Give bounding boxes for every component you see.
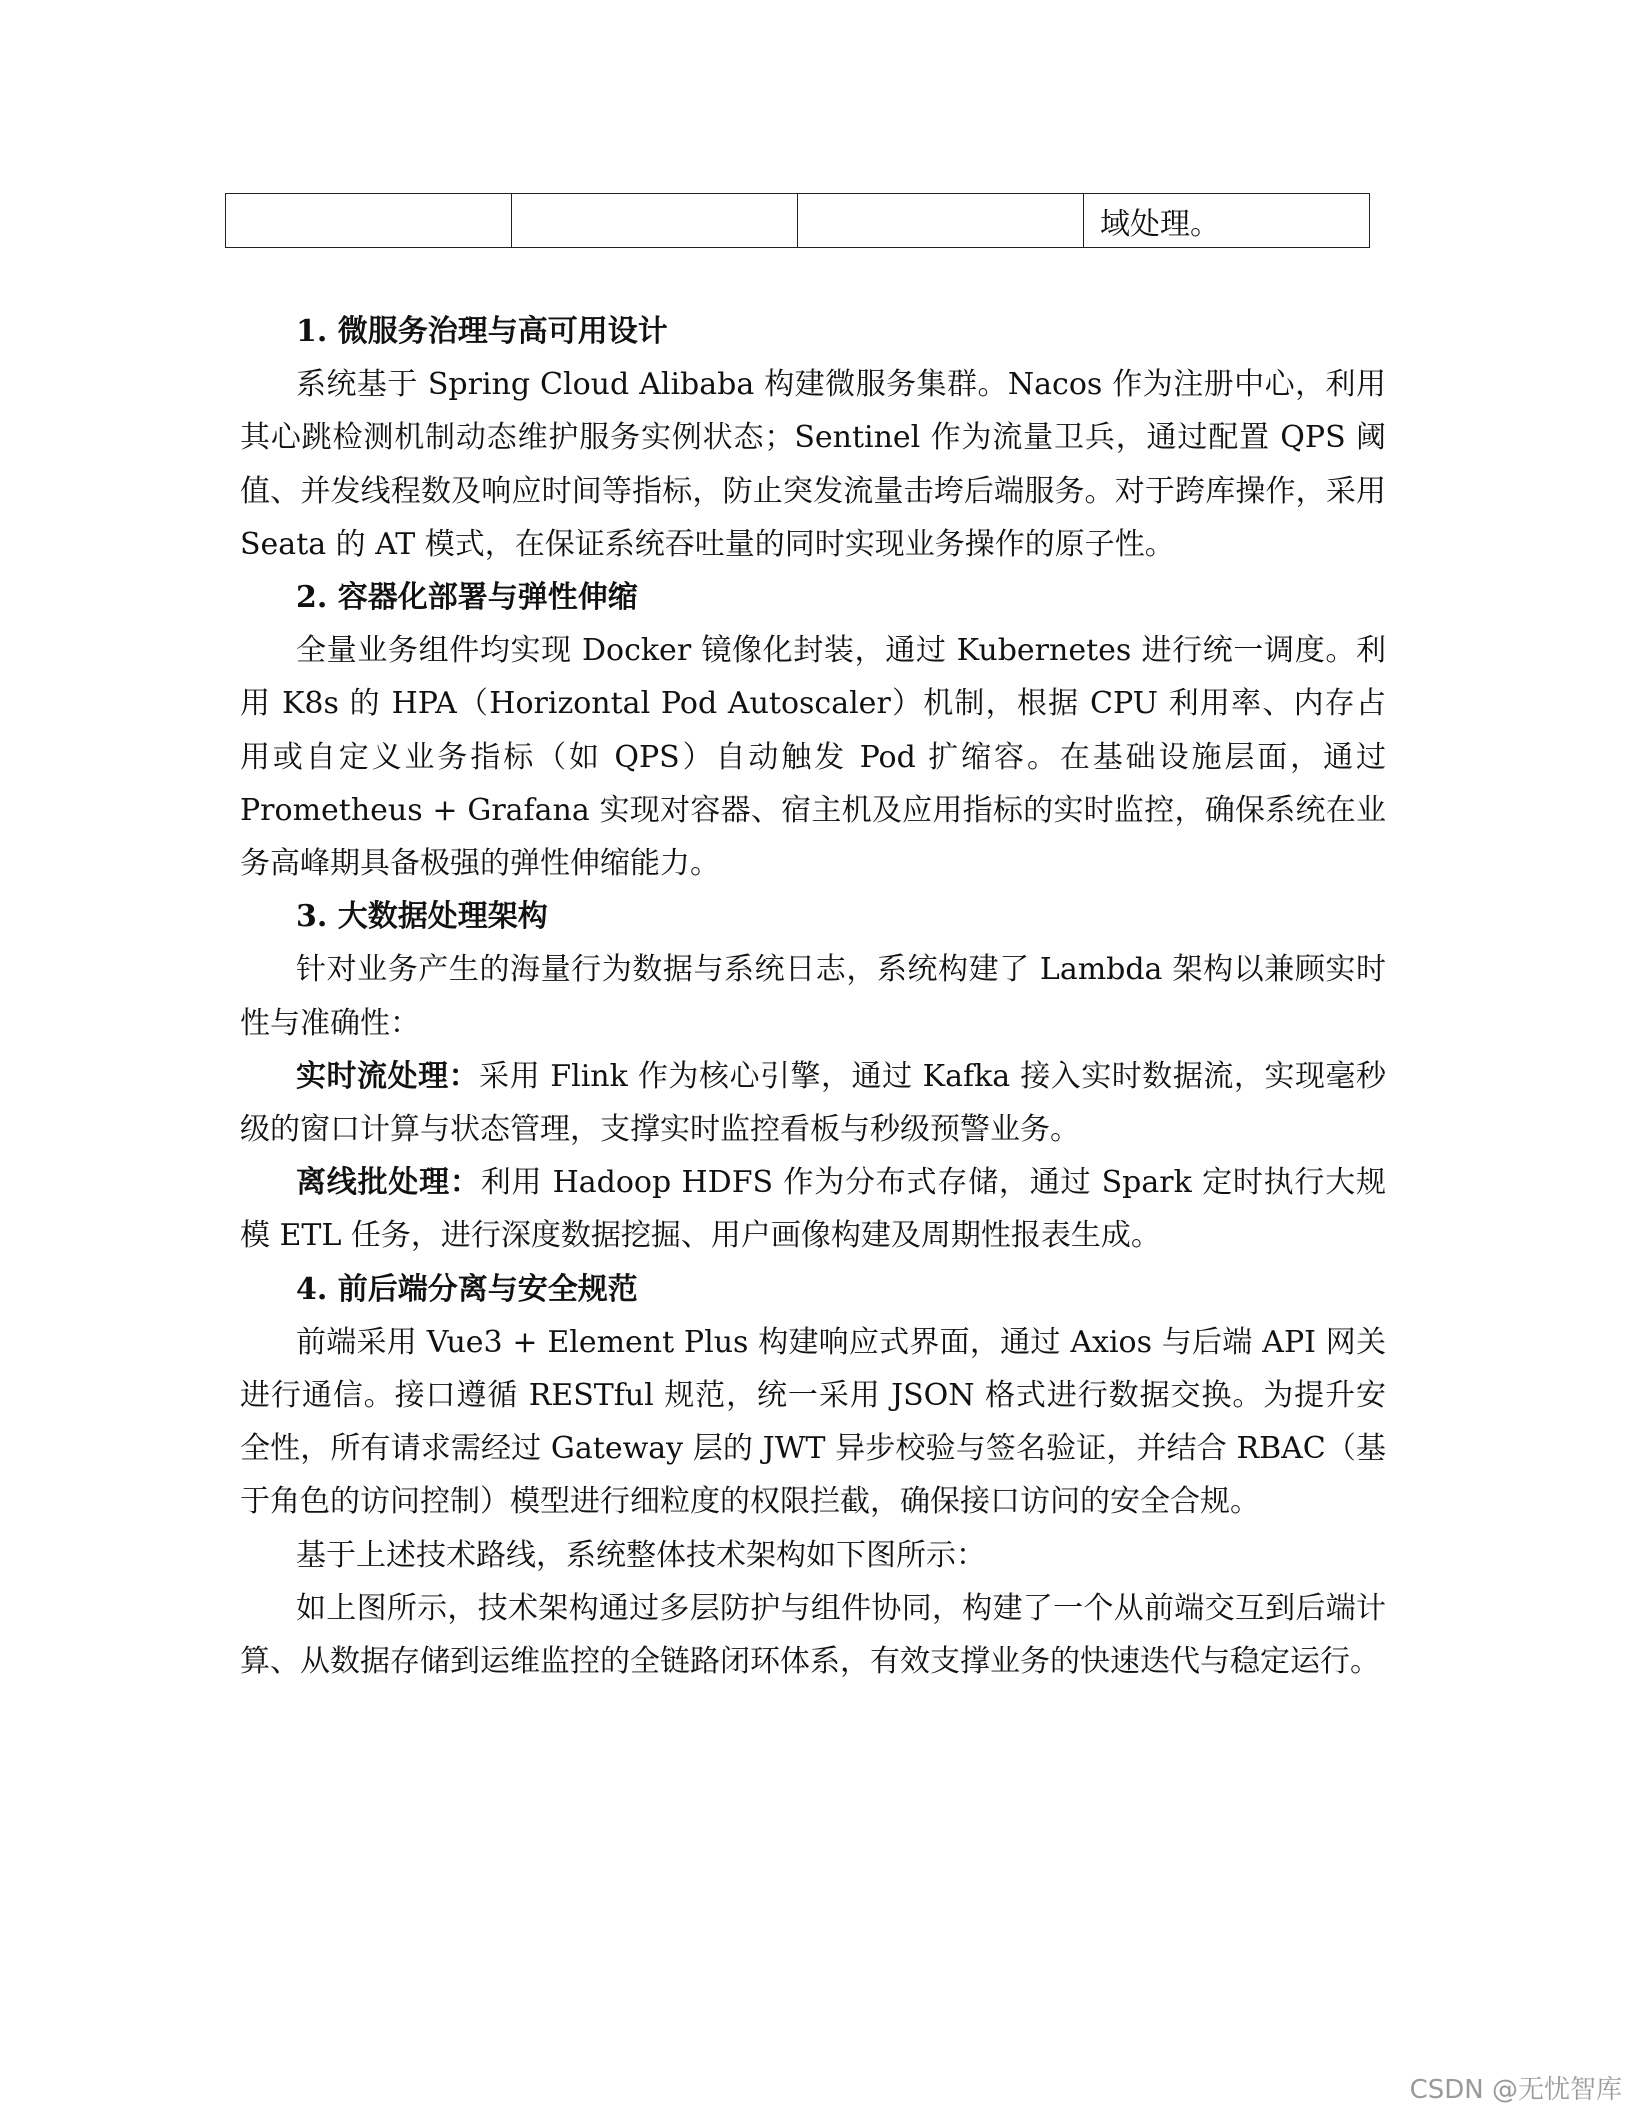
paragraph-realtime (240, 1050, 1386, 1156)
paragraph: 如上图所示，技术架构通过多层防护与组件协同，构建了一个从前端交互到后端计算、从数据存储到运维监控的全链路闭环体系，有效支撑业务的快速迭代与稳定运行。 (240, 1590, 1386, 1680)
table-cell: 域处理。 (1084, 194, 1370, 248)
section-heading-microservices: 1. 微服务治理与高可用设计 (296, 314, 668, 349)
paragraph-text: 利用 Hadoop HDFS 作为分布式存储，通过 Spark 定时执行大规模 ETL 任务，进行深度数据挖掘、用户画像构建及周期性报表生成。 (240, 1165, 1386, 1254)
paragraph: 基于上述技术路线，系统整体技术架构如下图所示： (296, 1537, 986, 1573)
paragraph-batch (240, 1156, 1386, 1262)
table-row (226, 194, 1370, 248)
paragraph: 系统基于 Spring Cloud Alibaba 构建微服务集群。Nacos 作为注册中心，利用其心跳检测机制动态维护服务实例状态；Sentinel 作为流量卫兵，通过配置 QPS 阈值、并发线程数及响应时间等指标，防止突发流量击垮后端服务。对于跨库操作，采用 Seata 的 AT 模式，在保证系统吞吐量的同时实现业务操作的原子性。 (240, 367, 1386, 562)
paragraph: 针对业务产生的海量行为数据与系统日志，系统构建了 Lambda 架构以兼顾实时性与准确性： (240, 952, 1386, 1041)
lead-label: 实时流处理： (296, 1058, 480, 1094)
document-body (240, 305, 1386, 1688)
section-heading-bigdata: 3. 大数据处理架构 (296, 899, 548, 935)
section-heading-containers: 2. 容器化部署与弹性伸缩 (296, 580, 638, 616)
paragraph: 全量业务组件均实现 Docker 镜像化封装，通过 Kubernetes 进行统一调度。利用 K8s 的 HPA（Horizontal Pod Autoscaler）机制，根据 CPU 利用率、内存占用或自定义业务指标（如 QPS）自动触发 Pod 扩缩容。在基础设施层面，通过 Prometheus + Grafana 实现对容器、宿主机及应用指标的实时监控，确保系统在业务高峰期具备极强的弹性伸缩能力。 (240, 633, 1386, 882)
table-cell (512, 194, 798, 248)
paragraph: 前端采用 Vue3 + Element Plus 构建响应式界面，通过 Axios 与后端 API 网关进行通信。接口遵循 RESTful 规范，统一采用 JSON 格式进行数据交换。为提升安全性，所有请求需经过 Gateway 层的 JWT 异步校验与签名验证，并结合 RBAC（基于角色的访问控制）模型进行细粒度的权限拦截，确保接口访问的安全合规。 (240, 1324, 1386, 1520)
paragraph-text: 采用 Flink 作为核心引擎，通过 Kafka 接入实时数据流，实现毫秒级的窗口计算与状态管理，支撑实时监控看板与秒级预警业务。 (240, 1058, 1386, 1148)
table-fragment (225, 193, 1370, 248)
watermark: CSDN @无忧智库 (1409, 2075, 1622, 2105)
section-heading-security: 4. 前后端分离与安全规范 (296, 1271, 638, 1307)
lead-label: 离线批处理： (296, 1165, 481, 1201)
table-cell (226, 194, 512, 248)
table-cell (798, 194, 1084, 248)
